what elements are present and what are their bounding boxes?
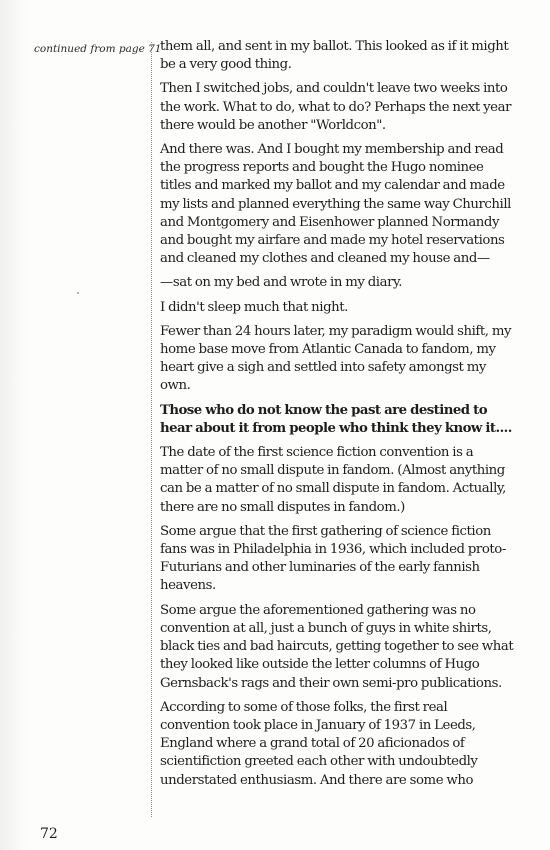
paragraph-switched-jobs: Then I switched jobs, and couldn't leave two weeks into the work. What to do, what to do? Perhaps the next year there would be another "Worldcon".	[160, 81, 511, 133]
paragraph-aforementioned: Some argue the aforementioned gathering was no convention at all, just a bunch of guys in white shirts, black ties and bad haircuts, getting together to see what they looked like outside the letter columns of Hugo Gernsback's rags and their own semi-pro publications.	[160, 602, 514, 691]
paragraph-ballot: them all, and sent in my ballot. This looked as if it might be a very good thing.	[160, 39, 509, 73]
page-number: 72	[40, 826, 58, 842]
paragraph-sleep: I didn't sleep much that night.	[160, 299, 348, 315]
paragraph-diary: —sat on my bed and wrote in my diary.	[160, 275, 403, 291]
paragraph-leeds: According to some of those folks, the first real convention took place in January of 1937 in Leeds, England where a grand total of 20 aficionados of scientifiction greeted each other with undoubtedly understated enthusiasm. And there are some who	[160, 699, 478, 788]
paragraph-first-convention: The date of the first science fiction convention is a matter of no small dispute in fandom. (Almost anything can be a matter of no small dispute in fandom. Actually, there are no small disputes in fandom.)	[160, 445, 506, 515]
paragraph-paradigm: Fewer than 24 hours later, my paradigm would shift, my home base move from Atlantic Canada to fandom, my heart give a sigh and settled into safety amongst my own.	[160, 323, 512, 394]
paragraph-philadelphia: Some argue that the first gathering of science fiction fans was in Philadelphia in 1936, which included proto-Futurians and other luminaries of the early fannish heavens.	[160, 523, 506, 594]
paragraph-membership: And there was. And I bought my membership and read the progress reports and bought the Hugo nominee titles and marked my ballot and my calendar and made my lists and planned everything the same way Churchill and Montgomery and Eisenhower planned Normandy and bought my airfare and made my hotel reservations and cleaned my clothes and cleaned my house and—	[160, 142, 511, 267]
continued-from-note: continued from page 71	[34, 43, 162, 55]
scan-speck	[77, 292, 79, 294]
column-divider	[151, 42, 152, 817]
section-subhead: Those who do not know the past are destined to hear about it from people who think they know it....	[160, 402, 512, 436]
page-gutter-shadow	[0, 0, 28, 850]
article-body	[160, 38, 515, 790]
